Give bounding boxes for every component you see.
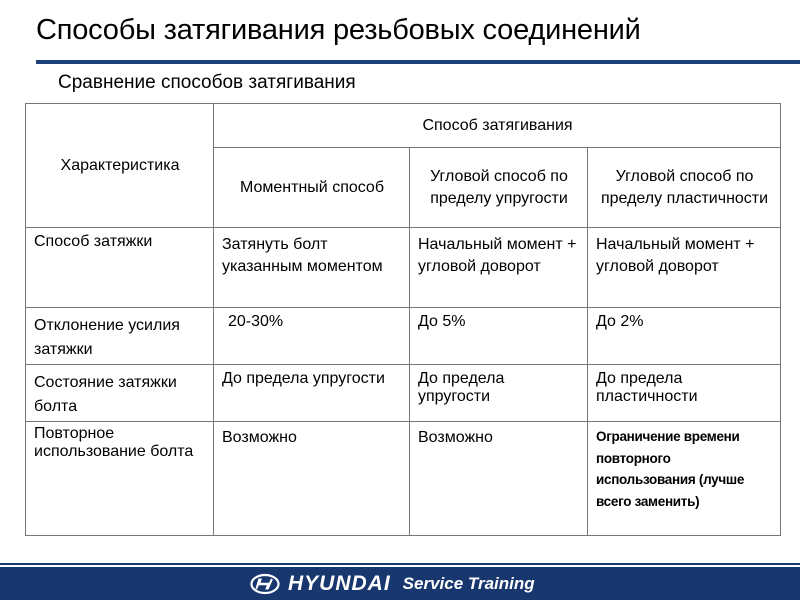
table-cell: До предела упругости [410,365,588,422]
brand-name: HYUNDAI [288,571,391,595]
table-row [26,365,781,422]
header-characteristic: Характеристика [26,104,214,228]
table-row [26,308,781,365]
table-row [26,228,781,308]
footer-logo [250,571,535,596]
table-cell: До предела упругости [214,365,410,422]
brand-tagline: Service Training [402,573,535,593]
row-label: Состояние затяжки болта [26,365,214,422]
table-cell: Возможно [214,422,410,536]
table-cell: До 2% [588,308,781,365]
page-subtitle: Сравнение способов затягивания [58,72,356,93]
table-cell: Возможно [410,422,588,536]
title-underline [36,60,800,64]
header-angle-plastic: Угловой способ по пределу пластичности [588,148,781,228]
row-label: Способ затяжки [26,228,214,308]
table-cell: 20-30% [214,308,410,365]
header-torque-method: Моментный способ [214,148,410,228]
footer-bar [0,567,800,600]
table-cell: Ограничение времени повторного использования (лучше всего заменить) [588,422,781,536]
page-title: Способы затягивания резьбовых соединений [36,14,641,46]
table-cell: Затянуть болт указанным моментом [214,228,410,308]
comparison-table [25,103,781,536]
header-tightening-method: Способ затягивания [214,104,781,148]
row-label: Повторное использование болта [26,422,214,536]
hyundai-logo-icon [250,573,280,595]
table-cell: Начальный момент + угловой доворот [588,228,781,308]
footer-divider [0,563,800,565]
table-header-row [26,104,781,148]
table-cell: До 5% [410,308,588,365]
table-cell: До предела пластичности [588,365,781,422]
table-cell: Начальный момент + угловой доворот [410,228,588,308]
table-row [26,422,781,536]
row-label: Отклонение усилия затяжки [26,308,214,365]
header-angle-elastic: Угловой способ по пределу упругости [410,148,588,228]
